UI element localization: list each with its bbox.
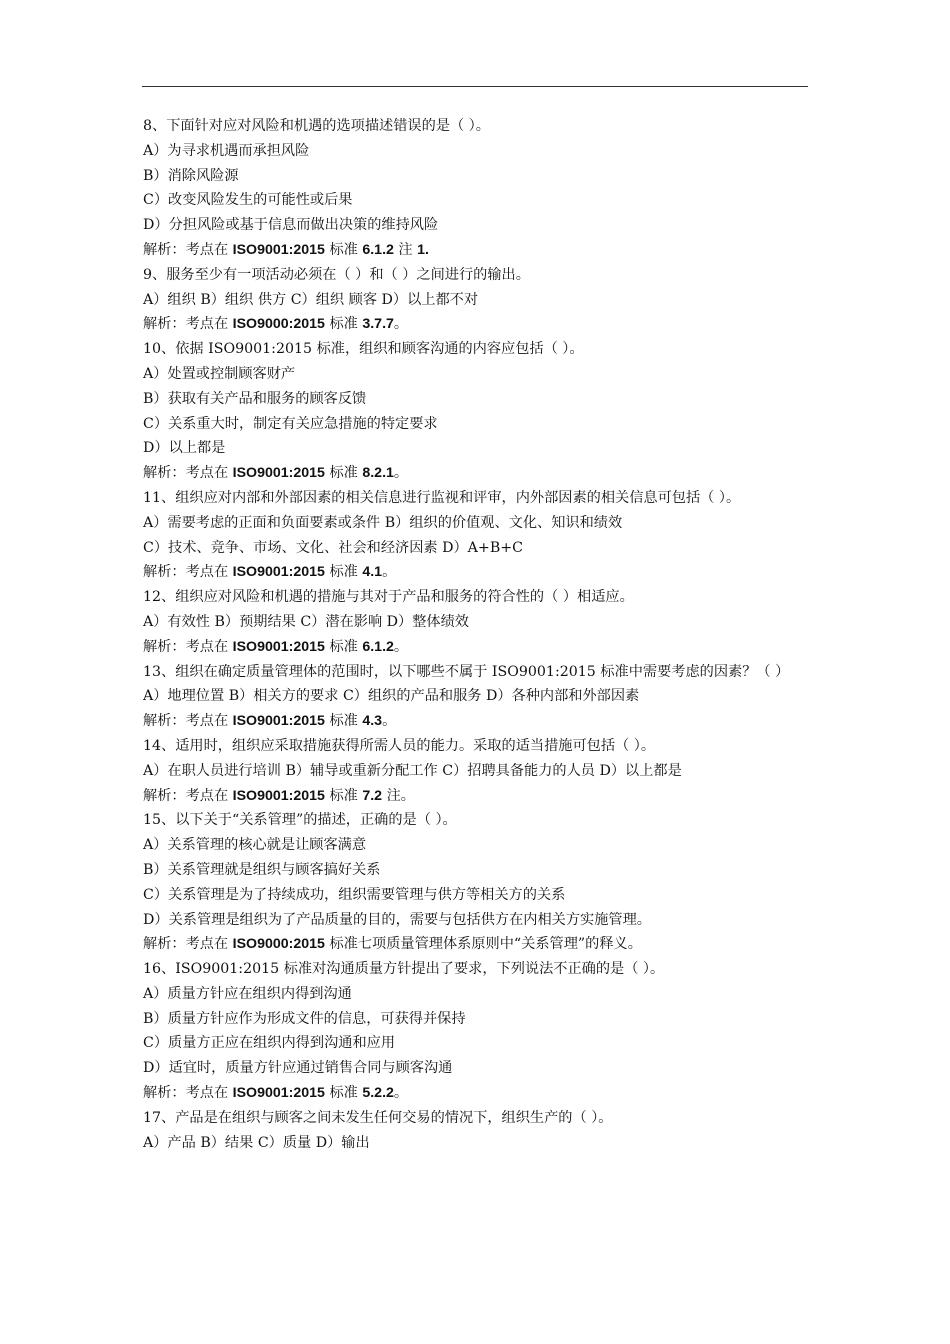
question-stem: 11、组织应对内部和外部因素的相关信息进行监视和评审，内外部因素的相关信息可包括（ ）。 bbox=[143, 489, 741, 506]
question-stem: 15、以下关于“关系管理”的描述，正确的是（ ）。 bbox=[143, 812, 457, 829]
analysis-label: 解析：考点在 bbox=[143, 465, 233, 482]
analysis-clause: 7.2 bbox=[362, 787, 383, 804]
analysis-mid: 标准 bbox=[324, 564, 363, 581]
answer-option: D）关系管理是组织为了产品质量的目的，需要与包括供方在内相关方实施管理。 bbox=[143, 911, 651, 928]
analysis-mid: 标准七项质量管理体系原则中“关系管理”的释义。 bbox=[324, 936, 642, 953]
answer-option: D）适宜时，质量方针应通过销售合同与顾客沟通 bbox=[143, 1060, 453, 1077]
question-stem: 10、依据 ISO9001:2015 标准，组织和顾客沟通的内容应包括（ ）。 bbox=[143, 341, 584, 358]
analysis-clause: 4.3 bbox=[362, 713, 383, 730]
question-block bbox=[143, 337, 811, 486]
question-stem: 9、服务至少有一项活动必须在（ ）和（ ）之间进行的输出。 bbox=[143, 266, 530, 283]
question-stem: 16、ISO9001:2015 标准对沟通质量方针提出了要求，下列说法不正确的是（ ）。 bbox=[143, 961, 665, 978]
question-block bbox=[143, 486, 811, 585]
question-block bbox=[143, 957, 811, 1106]
answer-option: A）处置或控制顾客财产 bbox=[143, 365, 296, 382]
question-block bbox=[143, 660, 811, 734]
answer-option: B）获取有关产品和服务的顾客反馈 bbox=[143, 390, 367, 407]
answer-option: C）改变风险发生的可能性或后果 bbox=[143, 192, 353, 209]
analysis-ref: ISO9000:2015 bbox=[232, 936, 325, 953]
analysis-tail: 。 bbox=[393, 1085, 409, 1102]
analysis-mid: 标准 bbox=[324, 241, 363, 258]
question-block bbox=[143, 585, 811, 659]
answer-option: A）需要考虑的正面和负面要素或条件 B）组织的价值观、文化、知识和绩效 bbox=[143, 514, 623, 531]
analysis-mid: 标准 bbox=[324, 638, 363, 655]
answer-option: A）在职人员进行培训 B）辅导或重新分配工作 C）招聘具备能力的人员 D）以上都是 bbox=[143, 762, 682, 779]
analysis-ref: ISO9001:2015 bbox=[232, 638, 325, 655]
answer-option: B）消除风险源 bbox=[143, 167, 239, 184]
answer-option: D）以上都是 bbox=[143, 440, 226, 457]
analysis-line bbox=[143, 784, 811, 809]
analysis-label: 解析：考点在 bbox=[143, 713, 233, 730]
answer-option: B）质量方针应作为形成文件的信息，可获得并保持 bbox=[143, 1010, 466, 1027]
analysis-mid: 标准 bbox=[324, 465, 363, 482]
answer-option: A）为寻求机遇而承担风险 bbox=[143, 142, 310, 159]
answer-option: C）技术、竞争、市场、文化、社会和经济因素 D）A+B+C bbox=[143, 539, 523, 556]
analysis-clause: 6.1.2 bbox=[362, 241, 394, 258]
analysis-tail: 。 bbox=[382, 713, 397, 730]
analysis-line bbox=[143, 560, 811, 585]
analysis-mid: 标准 bbox=[324, 1085, 363, 1102]
answer-option: A）地理位置 B）相关方的要求 C）组织的产品和服务 D）各种内部和外部因素 bbox=[143, 688, 640, 705]
analysis-label: 解析：考点在 bbox=[143, 936, 233, 953]
analysis-clause: 6.1.2 bbox=[362, 638, 394, 655]
answer-option: C）质量方正应在组织内得到沟通和应用 bbox=[143, 1035, 396, 1052]
analysis-line bbox=[143, 312, 811, 337]
analysis-label: 解析：考点在 bbox=[143, 1085, 233, 1102]
question-block bbox=[143, 734, 811, 808]
analysis-ref: ISO9001:2015 bbox=[232, 241, 325, 258]
question-list bbox=[143, 114, 811, 1155]
question-stem: 17、产品是在组织与顾客之间未发生任何交易的情况下，组织生产的（ ）。 bbox=[143, 1109, 613, 1126]
answer-option: C）关系管理是为了持续成功，组织需要管理与供方等相关方的关系 bbox=[143, 886, 566, 903]
answer-option: C）关系重大时，制定有关应急措施的特定要求 bbox=[143, 415, 438, 432]
analysis-clause: 4.1 bbox=[362, 564, 383, 581]
analysis-line bbox=[143, 461, 811, 486]
analysis-label: 解析：考点在 bbox=[143, 787, 233, 804]
analysis-ref: ISO9001:2015 bbox=[232, 713, 325, 730]
analysis-ref: ISO9001:2015 bbox=[232, 1085, 325, 1102]
analysis-label: 解析：考点在 bbox=[143, 564, 233, 581]
analysis-ref: ISO9001:2015 bbox=[232, 564, 325, 581]
answer-option: A）关系管理的核心就是让顾客满意 bbox=[143, 837, 367, 854]
question-block bbox=[143, 1106, 811, 1156]
answer-option: A）产品 B）结果 C）质量 D）输出 bbox=[143, 1134, 370, 1151]
question-stem: 14、适用时，组织应采取措施获得所需人员的能力。采取的适当措施可包括（ ）。 bbox=[143, 737, 656, 754]
analysis-ref: ISO9000:2015 bbox=[232, 316, 325, 333]
analysis-label: 解析：考点在 bbox=[143, 241, 233, 258]
question-stem: 8、下面针对应对风险和机遇的选项描述错误的是（ ）。 bbox=[143, 118, 490, 134]
analysis-label: 解析：考点在 bbox=[143, 316, 233, 333]
analysis-tail: 注。 bbox=[382, 787, 415, 804]
analysis-line bbox=[143, 635, 811, 660]
analysis-ref: ISO9001:2015 bbox=[232, 787, 325, 804]
analysis-clause: 5.2.2 bbox=[362, 1085, 394, 1102]
analysis-tail: 。 bbox=[393, 638, 409, 655]
analysis-clause: 8.2.1 bbox=[362, 465, 394, 482]
analysis-line bbox=[143, 238, 811, 263]
question-stem: 12、组织应对风险和机遇的措施与其对于产品和服务的符合性的（ ）相适应。 bbox=[143, 589, 634, 606]
analysis-tail: 。 bbox=[382, 564, 397, 581]
analysis-mid: 标准 bbox=[324, 713, 363, 730]
answer-option: A）质量方针应在组织内得到沟通 bbox=[143, 985, 352, 1002]
analysis-line bbox=[143, 1081, 811, 1106]
question-block bbox=[143, 808, 811, 957]
analysis-note: 1. bbox=[417, 241, 429, 258]
question-block bbox=[143, 114, 811, 263]
analysis-tail: 。 bbox=[393, 465, 409, 482]
analysis-tail: 。 bbox=[393, 316, 409, 333]
analysis-tail: 注 bbox=[393, 241, 418, 258]
analysis-line bbox=[143, 709, 811, 734]
analysis-line bbox=[143, 932, 811, 957]
analysis-mid: 标准 bbox=[324, 787, 363, 804]
answer-option: A）组织 B）组织 供方 C）组织 顾客 D）以上都不对 bbox=[143, 291, 479, 308]
answer-option: A）有效性 B）预期结果 C）潜在影响 D）整体绩效 bbox=[143, 613, 469, 630]
question-stem: 13、组织在确定质量管理体的范围时，以下哪些不属于 ISO9001:2015 标准中需要考虑的因素？（ ） bbox=[143, 663, 790, 680]
question-block bbox=[143, 263, 811, 337]
header-rule bbox=[142, 86, 808, 87]
analysis-mid: 标准 bbox=[324, 316, 363, 333]
analysis-ref: ISO9001:2015 bbox=[232, 465, 325, 482]
analysis-label: 解析：考点在 bbox=[143, 638, 233, 655]
answer-option: B）关系管理就是组织与顾客搞好关系 bbox=[143, 861, 381, 878]
analysis-clause: 3.7.7 bbox=[362, 316, 394, 333]
answer-option: D）分担风险或基于信息而做出决策的维持风险 bbox=[143, 217, 439, 234]
